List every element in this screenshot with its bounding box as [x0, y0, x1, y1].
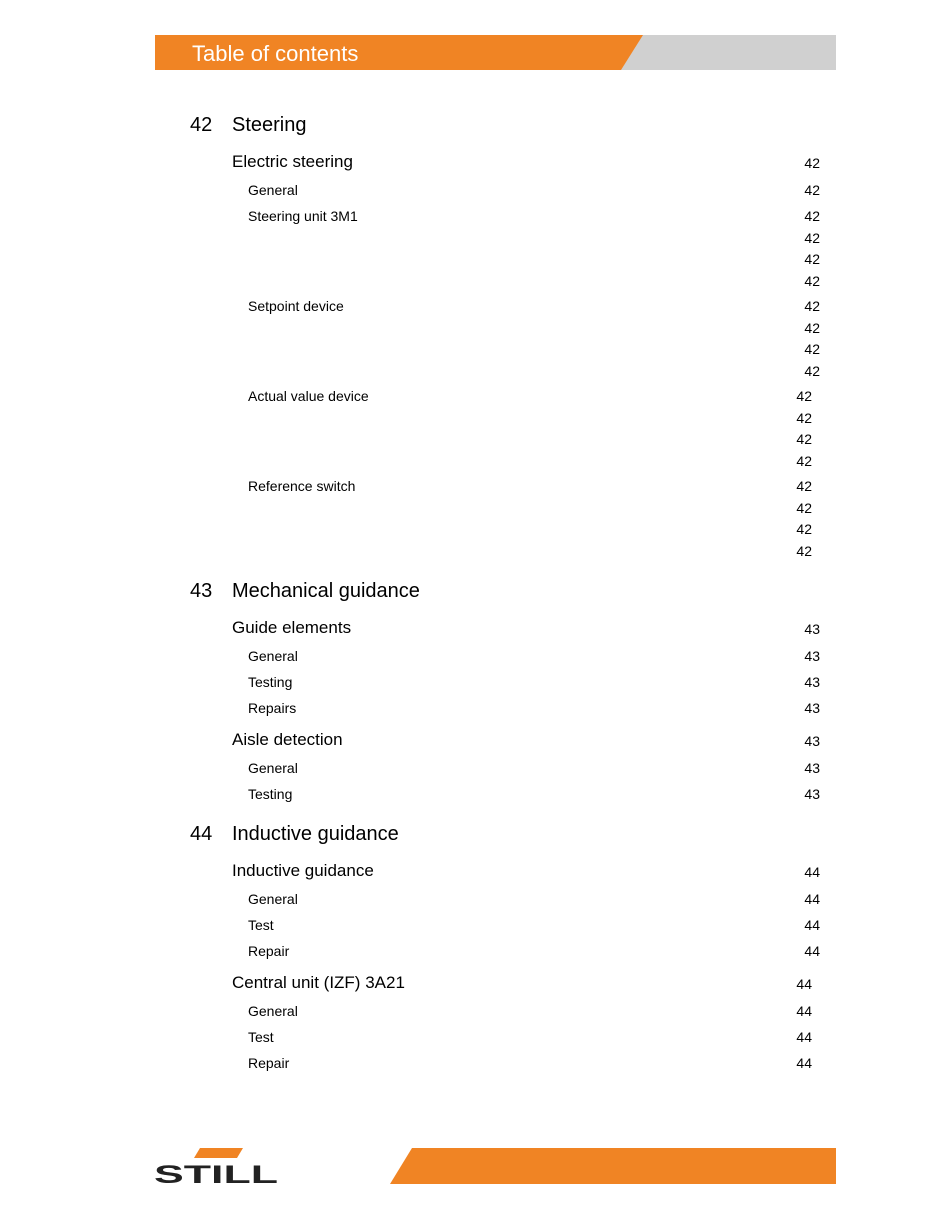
subsection-page-number: 42: [804, 341, 820, 357]
subsection-title: General: [248, 648, 298, 664]
subsection-page-number: 43: [804, 700, 820, 716]
subsection-title: General: [248, 1003, 298, 1019]
subsection-title: Repair: [248, 1055, 290, 1071]
subsection-page-number: 42: [804, 208, 820, 224]
footer-orange-block: [390, 1148, 836, 1184]
subsection-page-number: 42: [804, 320, 820, 336]
subsection-page-number: 43: [804, 786, 820, 802]
subsection-title: Repairs: [248, 700, 297, 716]
subsection-page-number: 44: [796, 1029, 812, 1045]
chapter-number: 44: [190, 823, 213, 845]
subsection-title: Reference switch: [248, 478, 356, 494]
subsection-title: Actual value device: [248, 388, 369, 404]
subsection-page-number: 43: [804, 760, 820, 776]
subsection-page-number: 42: [796, 431, 812, 447]
subsection-page-number: 42: [796, 500, 812, 516]
chapter-number: 42: [190, 114, 213, 136]
subsection-page-number: 44: [804, 891, 820, 907]
chapter-title: Steering: [232, 114, 307, 136]
subsection-page-number: 43: [804, 674, 820, 690]
section-title: Electric steering: [232, 152, 353, 171]
subsection-page-number: 42: [796, 478, 812, 494]
section-title: Central unit (IZF) 3A21: [232, 973, 405, 992]
subsection-title: Testing: [248, 674, 293, 690]
subsection-page-number: 44: [796, 1055, 812, 1071]
chapter-title: Inductive guidance: [232, 823, 399, 845]
footer-bar: [390, 1148, 836, 1184]
subsection-title: Testing: [248, 786, 293, 802]
section-title: Inductive guidance: [232, 861, 374, 880]
subsection-page-number: 44: [804, 917, 820, 933]
subsection-title: Setpoint device: [248, 298, 344, 314]
subsection-page-number: 42: [796, 543, 812, 559]
subsection-page-number: 42: [804, 363, 820, 379]
subsection-title: Test: [248, 1029, 274, 1045]
section-title: Guide elements: [232, 618, 352, 637]
subsection-page-number: 42: [804, 182, 820, 198]
subsection-page-number: 42: [804, 251, 820, 267]
chapter-number: 43: [190, 580, 213, 602]
subsection-page-number: 42: [804, 298, 820, 314]
chapter-title: Mechanical guidance: [232, 580, 420, 602]
subsection-page-number: 42: [804, 230, 820, 246]
logo-orange-stripe: [194, 1148, 243, 1158]
section-page-number: 42: [804, 155, 820, 171]
section-page-number: 43: [804, 621, 820, 637]
subsection-page-number: 42: [804, 273, 820, 289]
subsection-page-number: 42: [796, 410, 812, 426]
section-page-number: 44: [804, 864, 820, 880]
logo-text: STILL: [154, 1161, 278, 1188]
subsection-page-number: 44: [796, 1003, 812, 1019]
subsection-page-number: 42: [796, 388, 812, 404]
subsection-page-number: 42: [796, 521, 812, 537]
subsection-page-number: 42: [796, 453, 812, 469]
page-title: Table of contents: [192, 41, 359, 66]
subsection-title: Steering unit 3M1: [248, 208, 358, 224]
subsection-page-number: 44: [804, 943, 820, 959]
section-page-number: 44: [796, 976, 812, 992]
section-page-number: 43: [804, 733, 820, 749]
subsection-page-number: 43: [804, 648, 820, 664]
subsection-title: General: [248, 891, 298, 907]
section-title: Aisle detection: [232, 730, 343, 749]
subsection-title: Test: [248, 917, 274, 933]
subsection-title: Repair: [248, 943, 290, 959]
subsection-title: General: [248, 182, 298, 198]
still-logo: [153, 1148, 281, 1188]
subsection-title: General: [248, 760, 298, 776]
